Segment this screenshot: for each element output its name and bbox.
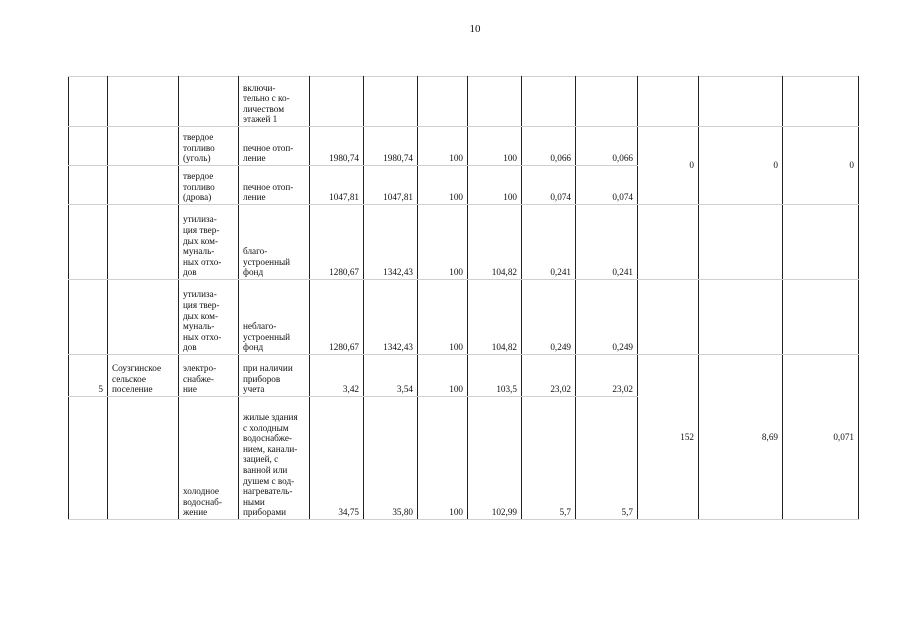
cell-value: 35,80 xyxy=(364,397,418,520)
cell-service: утилиза- ция твер- дых ком- муналь- ных отхо- дов xyxy=(179,280,239,355)
cell-value: 1980,74 xyxy=(310,127,364,166)
cell-category: печное отоп- ление xyxy=(239,166,310,205)
cell-value: 34,75 xyxy=(310,397,364,520)
table-row xyxy=(69,127,859,166)
cell-value: 23,02 xyxy=(576,355,638,397)
cell-empty xyxy=(638,205,699,280)
cell-value: 0,066 xyxy=(522,127,576,166)
cell-value: 1980,74 xyxy=(364,127,418,166)
cell-settlement xyxy=(108,397,179,520)
cell-value: 104,82 xyxy=(468,205,522,280)
cell-service: электро- снабже- ние xyxy=(179,355,239,397)
cell-total: 0 xyxy=(783,127,859,205)
cell-service: утилиза- ция твер- дых ком- муналь- ных отхо- дов xyxy=(179,205,239,280)
cell-value: 104,82 xyxy=(468,280,522,355)
cell-number xyxy=(69,280,108,355)
cell-value: 100 xyxy=(418,280,468,355)
cell-value xyxy=(310,77,364,127)
cell-number xyxy=(69,127,108,166)
cell-value: 0,249 xyxy=(576,280,638,355)
cell-value: 1047,81 xyxy=(364,166,418,205)
cell-total: 0 xyxy=(699,127,783,205)
cell-value: 5,7 xyxy=(522,397,576,520)
cell-settlement xyxy=(108,280,179,355)
cell-value: 0,066 xyxy=(576,127,638,166)
cell-empty xyxy=(638,77,699,127)
cell-value: 3,42 xyxy=(310,355,364,397)
cell-settlement xyxy=(108,77,179,127)
cell-service: холодное водоснаб- жение xyxy=(179,397,239,520)
cell-value: 100 xyxy=(418,127,468,166)
cell-number: 5 xyxy=(69,355,108,397)
cell-empty xyxy=(783,205,859,280)
cell-value: 0,249 xyxy=(522,280,576,355)
table-row xyxy=(69,280,859,355)
cell-value: 100 xyxy=(418,205,468,280)
cell-settlement xyxy=(108,205,179,280)
cell-empty xyxy=(783,280,859,355)
cell-value xyxy=(418,77,468,127)
cell-settlement xyxy=(108,166,179,205)
cell-value: 1342,43 xyxy=(364,280,418,355)
cell-category: неблаго- устроенный фонд xyxy=(239,280,310,355)
cell-empty xyxy=(699,280,783,355)
cell-settlement: Соузгинское сельское поселение xyxy=(108,355,179,397)
cell-category: жилые здания с холодным водоснабже- нием, канали- зацией, с ванной или душем с вод- нагреватель- ными приборами xyxy=(239,397,310,520)
cell-value xyxy=(468,77,522,127)
cell-category: печное отоп- ление xyxy=(239,127,310,166)
page-number: 10 xyxy=(469,23,481,35)
cell-value: 0,074 xyxy=(522,166,576,205)
cell-value xyxy=(576,77,638,127)
table-row xyxy=(69,355,859,397)
cell-empty xyxy=(638,280,699,355)
cell-number xyxy=(69,166,108,205)
cell-empty xyxy=(699,77,783,127)
cell-number xyxy=(69,397,108,520)
cell-value: 5,7 xyxy=(576,397,638,520)
cell-value: 3,54 xyxy=(364,355,418,397)
cell-value: 0,241 xyxy=(522,205,576,280)
cell-value: 100 xyxy=(418,397,468,520)
cell-category: благо- устроенный фонд xyxy=(239,205,310,280)
cell-category: при наличии приборов учета xyxy=(239,355,310,397)
cell-value: 100 xyxy=(468,127,522,166)
table-row xyxy=(69,77,859,127)
cell-settlement xyxy=(108,127,179,166)
cell-total: 0 xyxy=(638,127,699,205)
cell-value: 0,074 xyxy=(576,166,638,205)
cell-value: 1047,81 xyxy=(310,166,364,205)
cell-value: 1280,67 xyxy=(310,205,364,280)
cell-service: твердое топливо (уголь) xyxy=(179,127,239,166)
cell-value xyxy=(364,77,418,127)
cell-service xyxy=(179,77,239,127)
cell-number xyxy=(69,77,108,127)
cell-empty xyxy=(699,205,783,280)
cell-total: 8,69 xyxy=(699,355,783,520)
cell-number xyxy=(69,205,108,280)
cell-total: 0,071 xyxy=(783,355,859,520)
cell-total: 152 xyxy=(638,355,699,520)
cell-value: 1280,67 xyxy=(310,280,364,355)
cell-empty xyxy=(783,77,859,127)
tariff-table xyxy=(68,76,859,520)
cell-value: 100 xyxy=(418,355,468,397)
cell-value: 1342,43 xyxy=(364,205,418,280)
table-row xyxy=(69,205,859,280)
cell-value: 23,02 xyxy=(522,355,576,397)
cell-value xyxy=(522,77,576,127)
cell-value: 100 xyxy=(418,166,468,205)
cell-value: 103,5 xyxy=(468,355,522,397)
cell-value: 0,241 xyxy=(576,205,638,280)
cell-value: 102,99 xyxy=(468,397,522,520)
cell-value: 100 xyxy=(468,166,522,205)
cell-service: твердое топливо (дрова) xyxy=(179,166,239,205)
cell-category: включи- тельно с ко- личеством этажей 1 xyxy=(239,77,310,127)
